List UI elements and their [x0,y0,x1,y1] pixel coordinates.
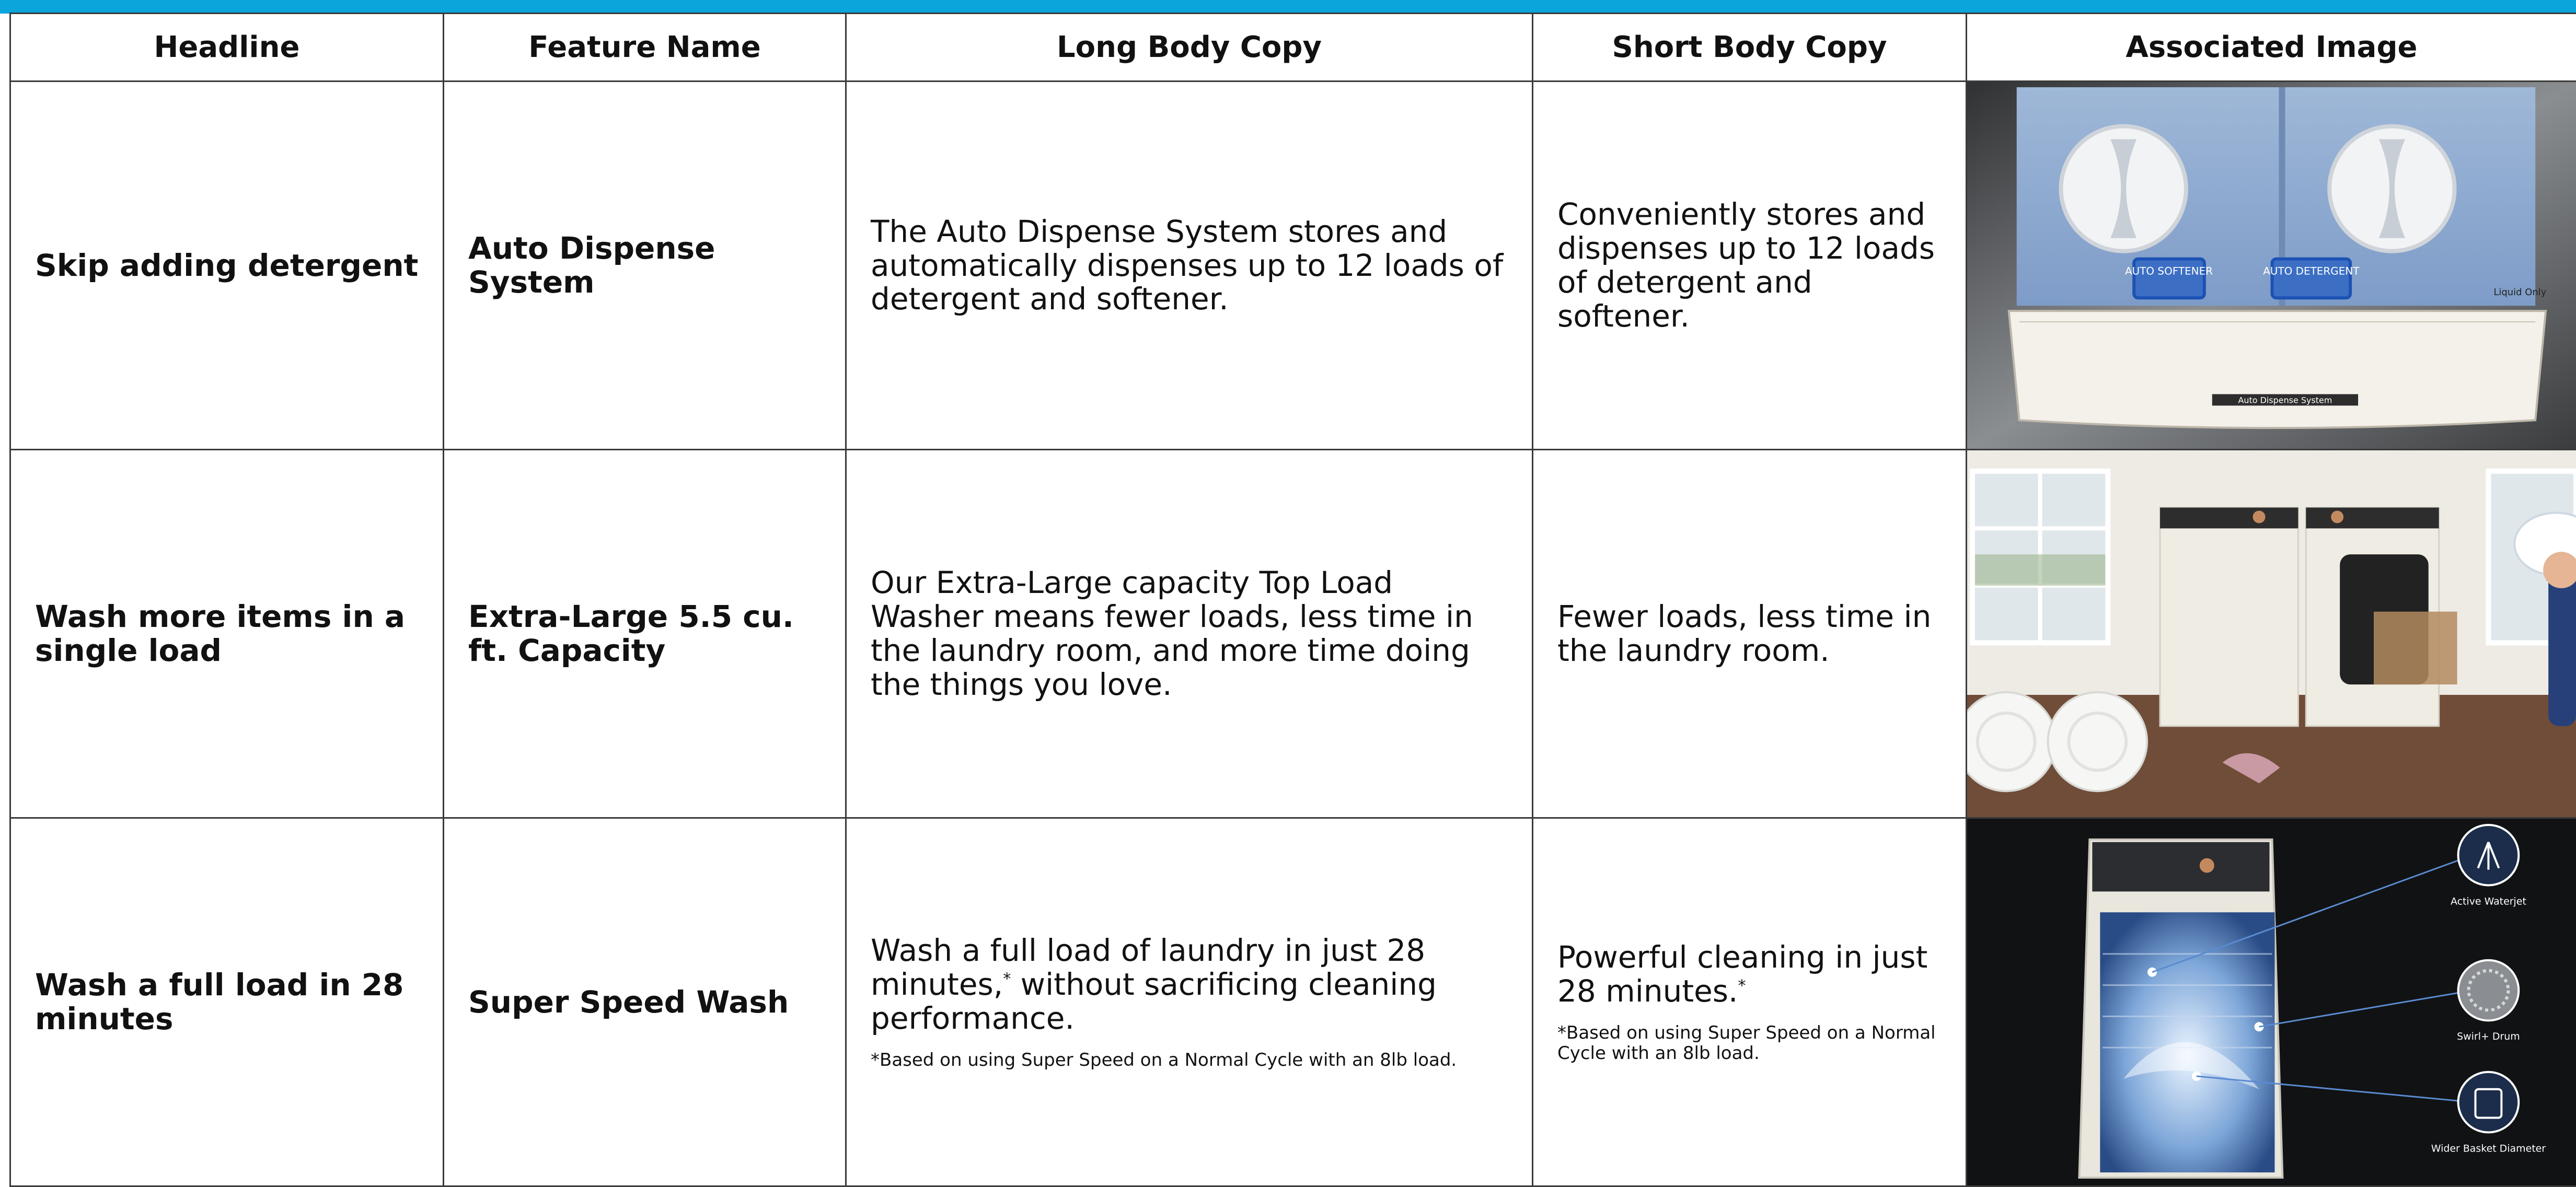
column-header-long-body-copy: Long Body Copy [846,14,1533,82]
swirl-drum-icon [2458,960,2519,1021]
feature-name-cell: Super Speed Wash [444,818,846,1186]
headline-cell: Wash a full load in 28 minutes [10,818,444,1186]
footnote-marker: * [1738,977,1746,995]
column-header-associated-image: Associated Image [1967,14,2576,82]
auto-detergent-label: AUTO DETERGENT [2263,265,2360,277]
feature-name-cell: Auto Dispense System [444,82,846,450]
table-row [10,818,2576,1186]
associated-image-cell [1967,818,2576,1186]
associated-image-cell [1967,82,2576,450]
short-body-copy-cell: Fewer loads, less time in the laundry room. [1533,450,1967,818]
top-accent-bar [0,0,2576,14]
laundry-room-image [1967,450,2576,817]
header-row [10,14,2576,82]
short-body-copy-cell [1533,818,1967,1186]
long-body-copy-cell [846,818,1533,1186]
long-body-copy-text: Wash a full load of laundry in just 28 minutes, [871,933,1425,1002]
table-row [10,450,2576,818]
short-body-copy-text: Powerful cleaning in just 28 minutes. [1557,939,1927,1009]
column-header-short-body-copy: Short Body Copy [1533,14,1967,82]
column-header-headline: Headline [10,14,444,82]
table-row [10,82,2576,450]
long-body-copy-cell: The Auto Dispense System stores and automatically dispenses up to 12 loads of detergent and softener. [846,82,1533,450]
column-header-feature-name: Feature Name [444,14,846,82]
short-body-footnote: *Based on using Super Speed on a Normal Cycle with an 8lb load. [1557,1023,1942,1064]
headline-cell: Wash more items in a single load [10,450,444,818]
footnote-marker: * [1003,970,1011,988]
liquid-only-label: Liquid Only [2493,287,2546,298]
long-body-copy-cell: Our Extra-Large capacity Top Load Washer means fewer loads, less time in the laundry room, and more time doing the things you love. [846,450,1533,818]
long-body-footnote: *Based on using Super Speed on a Normal Cycle with an 8lb load. [871,1050,1508,1070]
callout-active-waterjet: Active Waterjet [2451,895,2526,907]
wider-basket-icon [2458,1072,2519,1133]
dispense-panel-title: Auto Dispense System [2238,395,2332,405]
feature-name-cell: Extra-Large 5.5 cu. ft. Capacity [444,450,846,818]
callout-wider-basket: Wider Basket Diameter [2431,1143,2546,1154]
table-header [10,14,2576,82]
headline-cell: Skip adding detergent [10,82,444,450]
short-body-copy-cell: Conveniently stores and dispenses up to 12 loads of detergent and softener. [1533,82,1967,450]
callout-swirl-drum: Swirl+ Drum [2457,1031,2520,1042]
associated-image-cell [1967,450,2576,818]
super-speed-wash-image [1967,819,2576,1185]
auto-softener-label: AUTO SOFTENER [2125,265,2213,277]
long-body-copy-text-line2: without sacrificing cleaning performance. [871,967,1437,1036]
feature-spec-table [9,13,2576,1187]
auto-dispense-image [1967,82,2576,449]
